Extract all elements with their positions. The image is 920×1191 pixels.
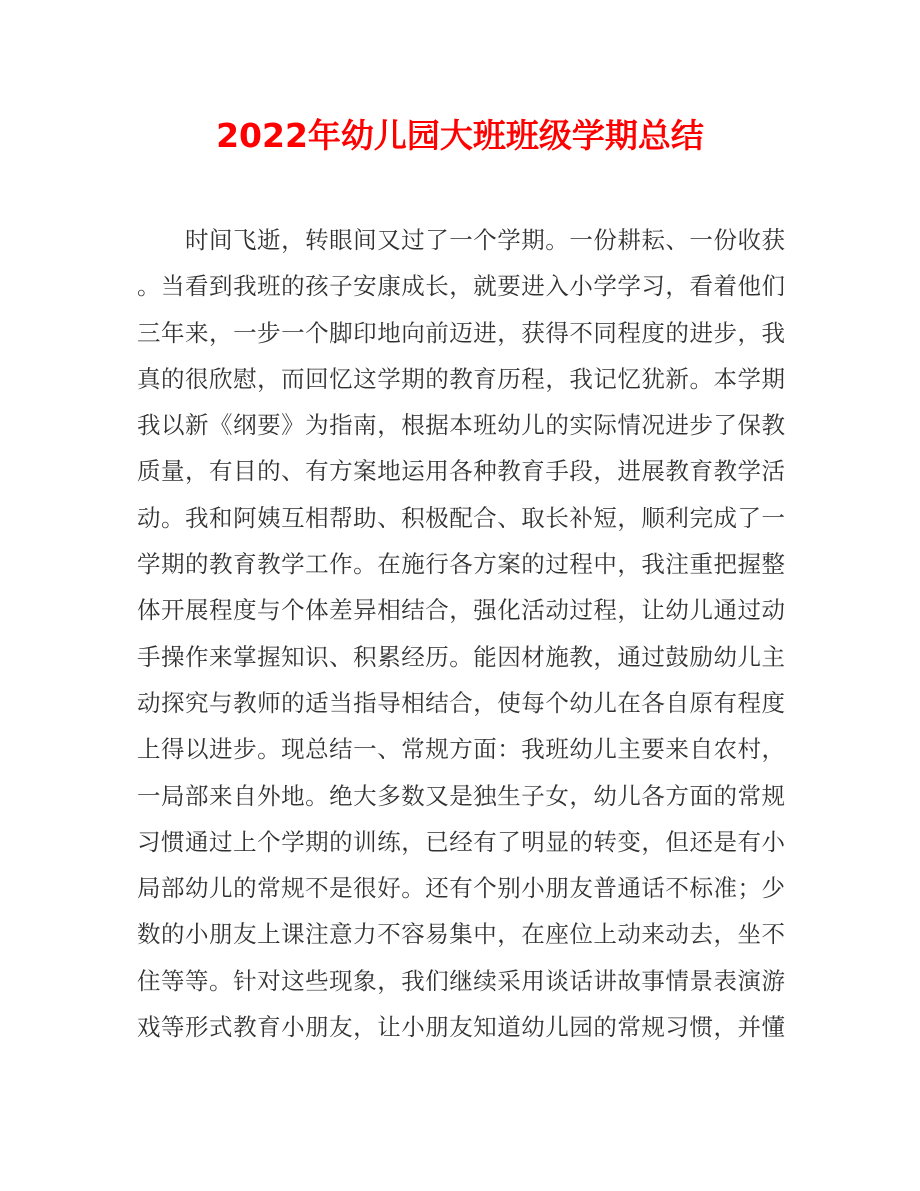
document-title: 2022年幼儿园大班班级学期总结 <box>216 116 704 155</box>
text-line: 戏等形式教育小朋友，让小朋友知道幼儿园的常规习惯，并懂 <box>137 1013 785 1042</box>
text-line: 数的小朋友上课注意力不容易集中，在座位上动来动去，坐不 <box>137 920 785 949</box>
text-line: 上得以进步。现总结一、常规方面：我班幼儿主要来自农村， <box>137 735 785 764</box>
text-line: 手操作来掌握知识、积累经历。能因材施教，通过鼓励幼儿主 <box>137 642 785 671</box>
text-line: 质量，有目的、有方案地运用各种教育手段，进展教育教学活 <box>137 457 785 486</box>
text-line: 住等等。针对这些现象，我们继续采用谈话讲故事情景表演游 <box>137 966 785 995</box>
text-line: 学期的教育教学工作。在施行各方案的过程中，我注重把握整 <box>137 550 785 579</box>
text-line: 三年来，一步一个脚印地向前迈进，获得不同程度的进步，我 <box>137 318 785 347</box>
text-line: 动探究与教师的适当指导相结合，使每个幼儿在各自原有程度 <box>137 688 785 717</box>
text-line: 体开展程度与个体差异相结合，强化活动过程，让幼儿通过动 <box>137 596 785 625</box>
text-line: 习惯通过上个学期的训练，已经有了明显的转变，但还是有小 <box>137 827 785 856</box>
text-line: 动。我和阿姨互相帮助、积极配合、取长补短，顺利完成了一 <box>137 503 785 532</box>
text-line: 一局部来自外地。绝大多数又是独生子女，幼儿各方面的常规 <box>137 781 785 810</box>
text-line: 局部幼儿的常规不是很好。还有个别小朋友普通话不标准；少 <box>137 874 785 903</box>
text-line: 。当看到我班的孩子安康成长，就要进入小学学习，看着他们 <box>137 272 785 301</box>
document-body <box>137 217 785 1050</box>
text-line: 我以新《纲要》为指南，根据本班幼儿的实际情况进步了保教 <box>137 411 785 440</box>
text-line: 时间飞逝，转眼间又过了一个学期。一份耕耘、一份收获 <box>185 226 785 254</box>
text-line: 真的很欣慰，而回忆这学期的教育历程，我记忆犹新。本学期 <box>137 364 785 393</box>
